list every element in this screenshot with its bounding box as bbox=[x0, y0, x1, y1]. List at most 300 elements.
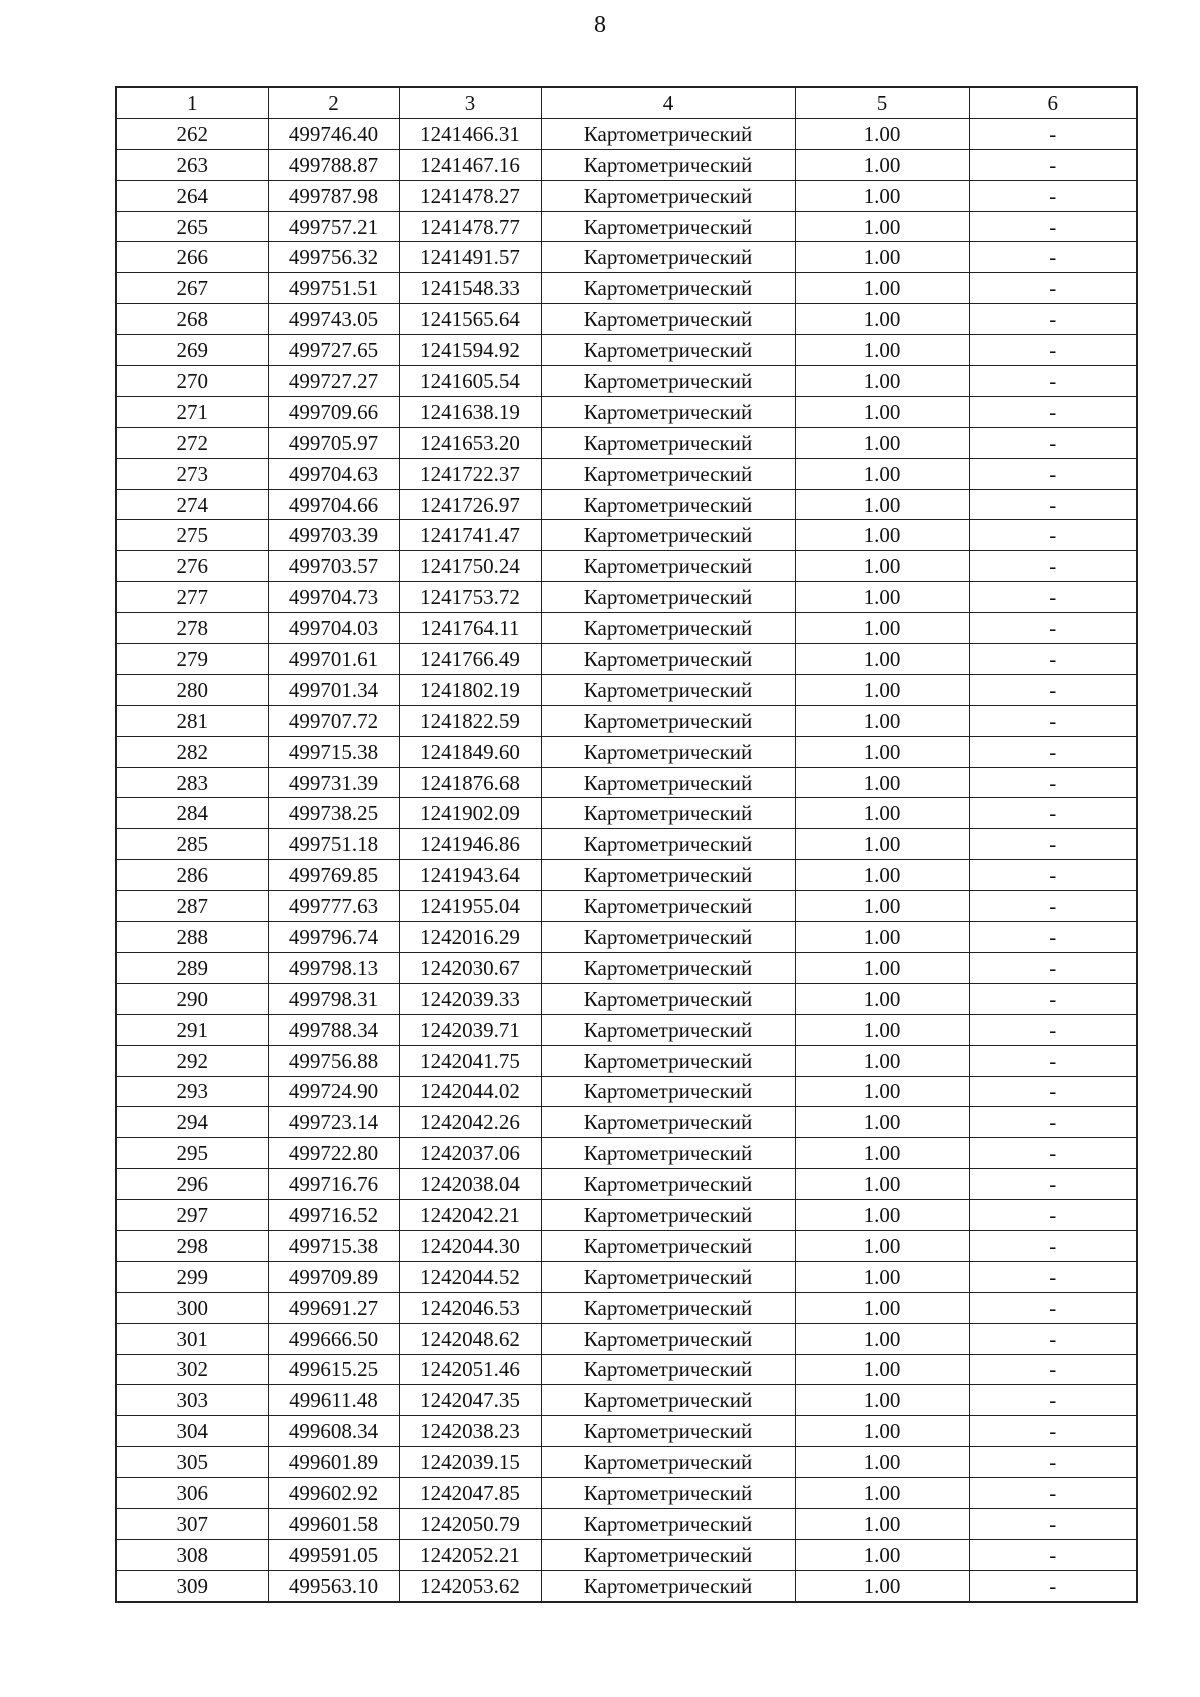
y-coordinate-cell: 1241605.54 bbox=[399, 366, 541, 397]
method-cell: Картометрический bbox=[541, 489, 795, 520]
x-coordinate-cell: 499709.66 bbox=[268, 396, 399, 427]
point-number-cell: 309 bbox=[116, 1570, 268, 1601]
method-cell: Картометрический bbox=[541, 458, 795, 489]
x-coordinate-cell: 499751.18 bbox=[268, 829, 399, 860]
point-number-cell: 265 bbox=[116, 211, 268, 242]
y-coordinate-cell: 1242044.30 bbox=[399, 1230, 541, 1261]
method-cell: Картометрический bbox=[541, 366, 795, 397]
description-cell: - bbox=[969, 582, 1137, 613]
x-coordinate-cell: 499746.40 bbox=[268, 118, 399, 149]
point-number-cell: 299 bbox=[116, 1261, 268, 1292]
method-cell: Картометрический bbox=[541, 520, 795, 551]
table-row bbox=[116, 1200, 1137, 1231]
y-coordinate-cell: 1242037.06 bbox=[399, 1138, 541, 1169]
table-row bbox=[116, 427, 1137, 458]
x-coordinate-cell: 499563.10 bbox=[268, 1570, 399, 1601]
description-cell: - bbox=[969, 891, 1137, 922]
description-cell: - bbox=[969, 829, 1137, 860]
method-cell: Картометрический bbox=[541, 242, 795, 273]
table-row bbox=[116, 613, 1137, 644]
x-coordinate-cell: 499703.39 bbox=[268, 520, 399, 551]
table-body bbox=[116, 118, 1137, 1601]
x-coordinate-cell: 499777.63 bbox=[268, 891, 399, 922]
method-cell: Картометрический bbox=[541, 829, 795, 860]
method-cell: Картометрический bbox=[541, 674, 795, 705]
x-coordinate-cell: 499727.65 bbox=[268, 335, 399, 366]
point-number-cell: 289 bbox=[116, 952, 268, 983]
accuracy-cell: 1.00 bbox=[795, 1169, 969, 1200]
y-coordinate-cell: 1241822.59 bbox=[399, 705, 541, 736]
x-coordinate-cell: 499716.76 bbox=[268, 1169, 399, 1200]
y-coordinate-cell: 1241946.86 bbox=[399, 829, 541, 860]
point-number-cell: 272 bbox=[116, 427, 268, 458]
table-row bbox=[116, 1014, 1137, 1045]
y-coordinate-cell: 1242042.26 bbox=[399, 1107, 541, 1138]
table-row bbox=[116, 551, 1137, 582]
accuracy-cell: 1.00 bbox=[795, 705, 969, 736]
method-cell: Картометрический bbox=[541, 1354, 795, 1385]
accuracy-cell: 1.00 bbox=[795, 1416, 969, 1447]
accuracy-cell: 1.00 bbox=[795, 1014, 969, 1045]
method-cell: Картометрический bbox=[541, 705, 795, 736]
table-row bbox=[116, 1478, 1137, 1509]
point-number-cell: 269 bbox=[116, 335, 268, 366]
point-number-cell: 282 bbox=[116, 736, 268, 767]
accuracy-cell: 1.00 bbox=[795, 582, 969, 613]
accuracy-cell: 1.00 bbox=[795, 1261, 969, 1292]
description-cell: - bbox=[969, 335, 1137, 366]
table-row bbox=[116, 1447, 1137, 1478]
x-coordinate-cell: 499751.51 bbox=[268, 273, 399, 304]
accuracy-cell: 1.00 bbox=[795, 983, 969, 1014]
point-number-cell: 285 bbox=[116, 829, 268, 860]
description-cell: - bbox=[969, 798, 1137, 829]
x-coordinate-cell: 499602.92 bbox=[268, 1478, 399, 1509]
table-row bbox=[116, 273, 1137, 304]
method-cell: Картометрический bbox=[541, 952, 795, 983]
y-coordinate-cell: 1242038.04 bbox=[399, 1169, 541, 1200]
point-number-cell: 303 bbox=[116, 1385, 268, 1416]
accuracy-cell: 1.00 bbox=[795, 613, 969, 644]
description-cell: - bbox=[969, 366, 1137, 397]
y-coordinate-cell: 1241955.04 bbox=[399, 891, 541, 922]
accuracy-cell: 1.00 bbox=[795, 922, 969, 953]
table-row bbox=[116, 1138, 1137, 1169]
table-row bbox=[116, 149, 1137, 180]
description-cell: - bbox=[969, 1539, 1137, 1570]
y-coordinate-cell: 1242044.02 bbox=[399, 1076, 541, 1107]
description-cell: - bbox=[969, 767, 1137, 798]
method-cell: Картометрический bbox=[541, 767, 795, 798]
point-number-cell: 293 bbox=[116, 1076, 268, 1107]
y-coordinate-cell: 1241766.49 bbox=[399, 644, 541, 675]
point-number-cell: 262 bbox=[116, 118, 268, 149]
point-number-cell: 273 bbox=[116, 458, 268, 489]
column-header: 2 bbox=[268, 87, 399, 118]
x-coordinate-cell: 499722.80 bbox=[268, 1138, 399, 1169]
table-row bbox=[116, 1323, 1137, 1354]
method-cell: Картометрический bbox=[541, 891, 795, 922]
description-cell: - bbox=[969, 489, 1137, 520]
description-cell: - bbox=[969, 1200, 1137, 1231]
x-coordinate-cell: 499704.73 bbox=[268, 582, 399, 613]
y-coordinate-cell: 1242041.75 bbox=[399, 1045, 541, 1076]
method-cell: Картометрический bbox=[541, 1261, 795, 1292]
y-coordinate-cell: 1241491.57 bbox=[399, 242, 541, 273]
x-coordinate-cell: 499709.89 bbox=[268, 1261, 399, 1292]
point-number-cell: 307 bbox=[116, 1508, 268, 1539]
table-row bbox=[116, 891, 1137, 922]
x-coordinate-cell: 499707.72 bbox=[268, 705, 399, 736]
description-cell: - bbox=[969, 1354, 1137, 1385]
description-cell: - bbox=[969, 273, 1137, 304]
y-coordinate-cell: 1241943.64 bbox=[399, 860, 541, 891]
y-coordinate-cell: 1241902.09 bbox=[399, 798, 541, 829]
method-cell: Картометрический bbox=[541, 1570, 795, 1601]
method-cell: Картометрический bbox=[541, 1076, 795, 1107]
table-row bbox=[116, 1385, 1137, 1416]
point-number-cell: 276 bbox=[116, 551, 268, 582]
table-row bbox=[116, 922, 1137, 953]
x-coordinate-cell: 499701.34 bbox=[268, 674, 399, 705]
method-cell: Картометрический bbox=[541, 1478, 795, 1509]
accuracy-cell: 1.00 bbox=[795, 1107, 969, 1138]
method-cell: Картометрический bbox=[541, 1416, 795, 1447]
y-coordinate-cell: 1242046.53 bbox=[399, 1292, 541, 1323]
table-row bbox=[116, 118, 1137, 149]
table-header-row bbox=[116, 87, 1137, 118]
point-number-cell: 267 bbox=[116, 273, 268, 304]
method-cell: Картометрический bbox=[541, 149, 795, 180]
method-cell: Картометрический bbox=[541, 1323, 795, 1354]
y-coordinate-cell: 1241565.64 bbox=[399, 304, 541, 335]
x-coordinate-cell: 499601.58 bbox=[268, 1508, 399, 1539]
method-cell: Картометрический bbox=[541, 1230, 795, 1261]
point-number-cell: 280 bbox=[116, 674, 268, 705]
method-cell: Картометрический bbox=[541, 1138, 795, 1169]
description-cell: - bbox=[969, 1447, 1137, 1478]
table-row bbox=[116, 983, 1137, 1014]
table-row bbox=[116, 1107, 1137, 1138]
y-coordinate-cell: 1241876.68 bbox=[399, 767, 541, 798]
x-coordinate-cell: 499743.05 bbox=[268, 304, 399, 335]
accuracy-cell: 1.00 bbox=[795, 1230, 969, 1261]
accuracy-cell: 1.00 bbox=[795, 1508, 969, 1539]
method-cell: Картометрический bbox=[541, 922, 795, 953]
point-number-cell: 279 bbox=[116, 644, 268, 675]
accuracy-cell: 1.00 bbox=[795, 829, 969, 860]
table-row bbox=[116, 335, 1137, 366]
table-row bbox=[116, 1261, 1137, 1292]
description-cell: - bbox=[969, 1138, 1137, 1169]
method-cell: Картометрический bbox=[541, 551, 795, 582]
x-coordinate-cell: 499715.38 bbox=[268, 1230, 399, 1261]
description-cell: - bbox=[969, 1478, 1137, 1509]
point-number-cell: 296 bbox=[116, 1169, 268, 1200]
table-row bbox=[116, 396, 1137, 427]
accuracy-cell: 1.00 bbox=[795, 149, 969, 180]
x-coordinate-cell: 499796.74 bbox=[268, 922, 399, 953]
table-row bbox=[116, 644, 1137, 675]
y-coordinate-cell: 1241638.19 bbox=[399, 396, 541, 427]
point-number-cell: 283 bbox=[116, 767, 268, 798]
y-coordinate-cell: 1242016.29 bbox=[399, 922, 541, 953]
accuracy-cell: 1.00 bbox=[795, 767, 969, 798]
table-row bbox=[116, 242, 1137, 273]
y-coordinate-cell: 1242039.33 bbox=[399, 983, 541, 1014]
point-number-cell: 292 bbox=[116, 1045, 268, 1076]
method-cell: Картометрический bbox=[541, 118, 795, 149]
accuracy-cell: 1.00 bbox=[795, 1045, 969, 1076]
x-coordinate-cell: 499788.34 bbox=[268, 1014, 399, 1045]
y-coordinate-cell: 1242039.71 bbox=[399, 1014, 541, 1045]
method-cell: Картометрический bbox=[541, 211, 795, 242]
method-cell: Картометрический bbox=[541, 1447, 795, 1478]
y-coordinate-cell: 1241764.11 bbox=[399, 613, 541, 644]
point-number-cell: 287 bbox=[116, 891, 268, 922]
table-row bbox=[116, 1416, 1137, 1447]
description-cell: - bbox=[969, 1385, 1137, 1416]
x-coordinate-cell: 499769.85 bbox=[268, 860, 399, 891]
table-row bbox=[116, 798, 1137, 829]
description-cell: - bbox=[969, 705, 1137, 736]
point-number-cell: 271 bbox=[116, 396, 268, 427]
x-coordinate-cell: 499704.63 bbox=[268, 458, 399, 489]
x-coordinate-cell: 499601.89 bbox=[268, 1447, 399, 1478]
description-cell: - bbox=[969, 613, 1137, 644]
y-coordinate-cell: 1242050.79 bbox=[399, 1508, 541, 1539]
x-coordinate-cell: 499691.27 bbox=[268, 1292, 399, 1323]
x-coordinate-cell: 499705.97 bbox=[268, 427, 399, 458]
accuracy-cell: 1.00 bbox=[795, 1570, 969, 1601]
table-row bbox=[116, 952, 1137, 983]
description-cell: - bbox=[969, 952, 1137, 983]
x-coordinate-cell: 499756.32 bbox=[268, 242, 399, 273]
y-coordinate-cell: 1241753.72 bbox=[399, 582, 541, 613]
point-number-cell: 308 bbox=[116, 1539, 268, 1570]
x-coordinate-cell: 499727.27 bbox=[268, 366, 399, 397]
y-coordinate-cell: 1241802.19 bbox=[399, 674, 541, 705]
column-header: 6 bbox=[969, 87, 1137, 118]
description-cell: - bbox=[969, 520, 1137, 551]
x-coordinate-cell: 499591.05 bbox=[268, 1539, 399, 1570]
x-coordinate-cell: 499756.88 bbox=[268, 1045, 399, 1076]
method-cell: Картометрический bbox=[541, 613, 795, 644]
y-coordinate-cell: 1241750.24 bbox=[399, 551, 541, 582]
x-coordinate-cell: 499611.48 bbox=[268, 1385, 399, 1416]
point-number-cell: 286 bbox=[116, 860, 268, 891]
point-number-cell: 305 bbox=[116, 1447, 268, 1478]
method-cell: Картометрический bbox=[541, 644, 795, 675]
accuracy-cell: 1.00 bbox=[795, 1447, 969, 1478]
point-number-cell: 270 bbox=[116, 366, 268, 397]
coordinates-table bbox=[115, 86, 1138, 1603]
accuracy-cell: 1.00 bbox=[795, 551, 969, 582]
description-cell: - bbox=[969, 1508, 1137, 1539]
point-number-cell: 274 bbox=[116, 489, 268, 520]
table-row bbox=[116, 582, 1137, 613]
point-number-cell: 300 bbox=[116, 1292, 268, 1323]
method-cell: Картометрический bbox=[541, 273, 795, 304]
point-number-cell: 306 bbox=[116, 1478, 268, 1509]
y-coordinate-cell: 1242051.46 bbox=[399, 1354, 541, 1385]
description-cell: - bbox=[969, 674, 1137, 705]
x-coordinate-cell: 499715.38 bbox=[268, 736, 399, 767]
method-cell: Картометрический bbox=[541, 1508, 795, 1539]
y-coordinate-cell: 1241478.27 bbox=[399, 180, 541, 211]
method-cell: Картометрический bbox=[541, 304, 795, 335]
point-number-cell: 297 bbox=[116, 1200, 268, 1231]
table-row bbox=[116, 304, 1137, 335]
point-number-cell: 294 bbox=[116, 1107, 268, 1138]
table-row bbox=[116, 180, 1137, 211]
table-row bbox=[116, 1045, 1137, 1076]
table-row bbox=[116, 1570, 1137, 1601]
accuracy-cell: 1.00 bbox=[795, 736, 969, 767]
description-cell: - bbox=[969, 1570, 1137, 1601]
accuracy-cell: 1.00 bbox=[795, 520, 969, 551]
description-cell: - bbox=[969, 736, 1137, 767]
column-header: 3 bbox=[399, 87, 541, 118]
column-header: 5 bbox=[795, 87, 969, 118]
description-cell: - bbox=[969, 1107, 1137, 1138]
table-row bbox=[116, 705, 1137, 736]
description-cell: - bbox=[969, 396, 1137, 427]
x-coordinate-cell: 499716.52 bbox=[268, 1200, 399, 1231]
description-cell: - bbox=[969, 149, 1137, 180]
accuracy-cell: 1.00 bbox=[795, 891, 969, 922]
y-coordinate-cell: 1241741.47 bbox=[399, 520, 541, 551]
description-cell: - bbox=[969, 551, 1137, 582]
x-coordinate-cell: 499757.21 bbox=[268, 211, 399, 242]
accuracy-cell: 1.00 bbox=[795, 458, 969, 489]
accuracy-cell: 1.00 bbox=[795, 1539, 969, 1570]
table-row bbox=[116, 489, 1137, 520]
table-row bbox=[116, 520, 1137, 551]
description-cell: - bbox=[969, 860, 1137, 891]
y-coordinate-cell: 1241722.37 bbox=[399, 458, 541, 489]
accuracy-cell: 1.00 bbox=[795, 1292, 969, 1323]
y-coordinate-cell: 1241594.92 bbox=[399, 335, 541, 366]
method-cell: Картометрический bbox=[541, 1014, 795, 1045]
accuracy-cell: 1.00 bbox=[795, 335, 969, 366]
x-coordinate-cell: 499723.14 bbox=[268, 1107, 399, 1138]
y-coordinate-cell: 1242039.15 bbox=[399, 1447, 541, 1478]
description-cell: - bbox=[969, 1323, 1137, 1354]
y-coordinate-cell: 1241726.97 bbox=[399, 489, 541, 520]
description-cell: - bbox=[969, 180, 1137, 211]
accuracy-cell: 1.00 bbox=[795, 1323, 969, 1354]
y-coordinate-cell: 1242048.62 bbox=[399, 1323, 541, 1354]
description-cell: - bbox=[969, 1169, 1137, 1200]
point-number-cell: 268 bbox=[116, 304, 268, 335]
accuracy-cell: 1.00 bbox=[795, 1200, 969, 1231]
accuracy-cell: 1.00 bbox=[795, 273, 969, 304]
description-cell: - bbox=[969, 1076, 1137, 1107]
point-number-cell: 281 bbox=[116, 705, 268, 736]
description-cell: - bbox=[969, 1045, 1137, 1076]
accuracy-cell: 1.00 bbox=[795, 396, 969, 427]
x-coordinate-cell: 499724.90 bbox=[268, 1076, 399, 1107]
point-number-cell: 304 bbox=[116, 1416, 268, 1447]
description-cell: - bbox=[969, 458, 1137, 489]
x-coordinate-cell: 499615.25 bbox=[268, 1354, 399, 1385]
method-cell: Картометрический bbox=[541, 1045, 795, 1076]
description-cell: - bbox=[969, 1416, 1137, 1447]
y-coordinate-cell: 1242042.21 bbox=[399, 1200, 541, 1231]
method-cell: Картометрический bbox=[541, 427, 795, 458]
table-row bbox=[116, 1539, 1137, 1570]
accuracy-cell: 1.00 bbox=[795, 1138, 969, 1169]
x-coordinate-cell: 499731.39 bbox=[268, 767, 399, 798]
point-number-cell: 291 bbox=[116, 1014, 268, 1045]
x-coordinate-cell: 499798.13 bbox=[268, 952, 399, 983]
description-cell: - bbox=[969, 644, 1137, 675]
accuracy-cell: 1.00 bbox=[795, 1354, 969, 1385]
y-coordinate-cell: 1241467.16 bbox=[399, 149, 541, 180]
y-coordinate-cell: 1242047.35 bbox=[399, 1385, 541, 1416]
x-coordinate-cell: 499704.66 bbox=[268, 489, 399, 520]
table-row bbox=[116, 1230, 1137, 1261]
table-row bbox=[116, 829, 1137, 860]
x-coordinate-cell: 499704.03 bbox=[268, 613, 399, 644]
y-coordinate-cell: 1242052.21 bbox=[399, 1539, 541, 1570]
point-number-cell: 284 bbox=[116, 798, 268, 829]
accuracy-cell: 1.00 bbox=[795, 860, 969, 891]
x-coordinate-cell: 499738.25 bbox=[268, 798, 399, 829]
accuracy-cell: 1.00 bbox=[795, 1478, 969, 1509]
point-number-cell: 263 bbox=[116, 149, 268, 180]
method-cell: Картометрический bbox=[541, 1107, 795, 1138]
point-number-cell: 298 bbox=[116, 1230, 268, 1261]
point-number-cell: 277 bbox=[116, 582, 268, 613]
point-number-cell: 278 bbox=[116, 613, 268, 644]
method-cell: Картометрический bbox=[541, 860, 795, 891]
y-coordinate-cell: 1242038.23 bbox=[399, 1416, 541, 1447]
accuracy-cell: 1.00 bbox=[795, 304, 969, 335]
y-coordinate-cell: 1242030.67 bbox=[399, 952, 541, 983]
table-row bbox=[116, 211, 1137, 242]
table-row bbox=[116, 1292, 1137, 1323]
point-number-cell: 264 bbox=[116, 180, 268, 211]
point-number-cell: 288 bbox=[116, 922, 268, 953]
y-coordinate-cell: 1241478.77 bbox=[399, 211, 541, 242]
y-coordinate-cell: 1242053.62 bbox=[399, 1570, 541, 1601]
y-coordinate-cell: 1241466.31 bbox=[399, 118, 541, 149]
accuracy-cell: 1.00 bbox=[795, 952, 969, 983]
table-row bbox=[116, 1169, 1137, 1200]
description-cell: - bbox=[969, 1014, 1137, 1045]
x-coordinate-cell: 499798.31 bbox=[268, 983, 399, 1014]
method-cell: Картометрический bbox=[541, 1385, 795, 1416]
accuracy-cell: 1.00 bbox=[795, 242, 969, 273]
table-row bbox=[116, 860, 1137, 891]
description-cell: - bbox=[969, 1292, 1137, 1323]
table-row bbox=[116, 674, 1137, 705]
table-row bbox=[116, 736, 1137, 767]
accuracy-cell: 1.00 bbox=[795, 1385, 969, 1416]
x-coordinate-cell: 499787.98 bbox=[268, 180, 399, 211]
description-cell: - bbox=[969, 1230, 1137, 1261]
description-cell: - bbox=[969, 211, 1137, 242]
method-cell: Картометрический bbox=[541, 582, 795, 613]
point-number-cell: 302 bbox=[116, 1354, 268, 1385]
page-number: 8 bbox=[594, 12, 606, 38]
x-coordinate-cell: 499701.61 bbox=[268, 644, 399, 675]
table-row bbox=[116, 366, 1137, 397]
y-coordinate-cell: 1241653.20 bbox=[399, 427, 541, 458]
method-cell: Картометрический bbox=[541, 983, 795, 1014]
